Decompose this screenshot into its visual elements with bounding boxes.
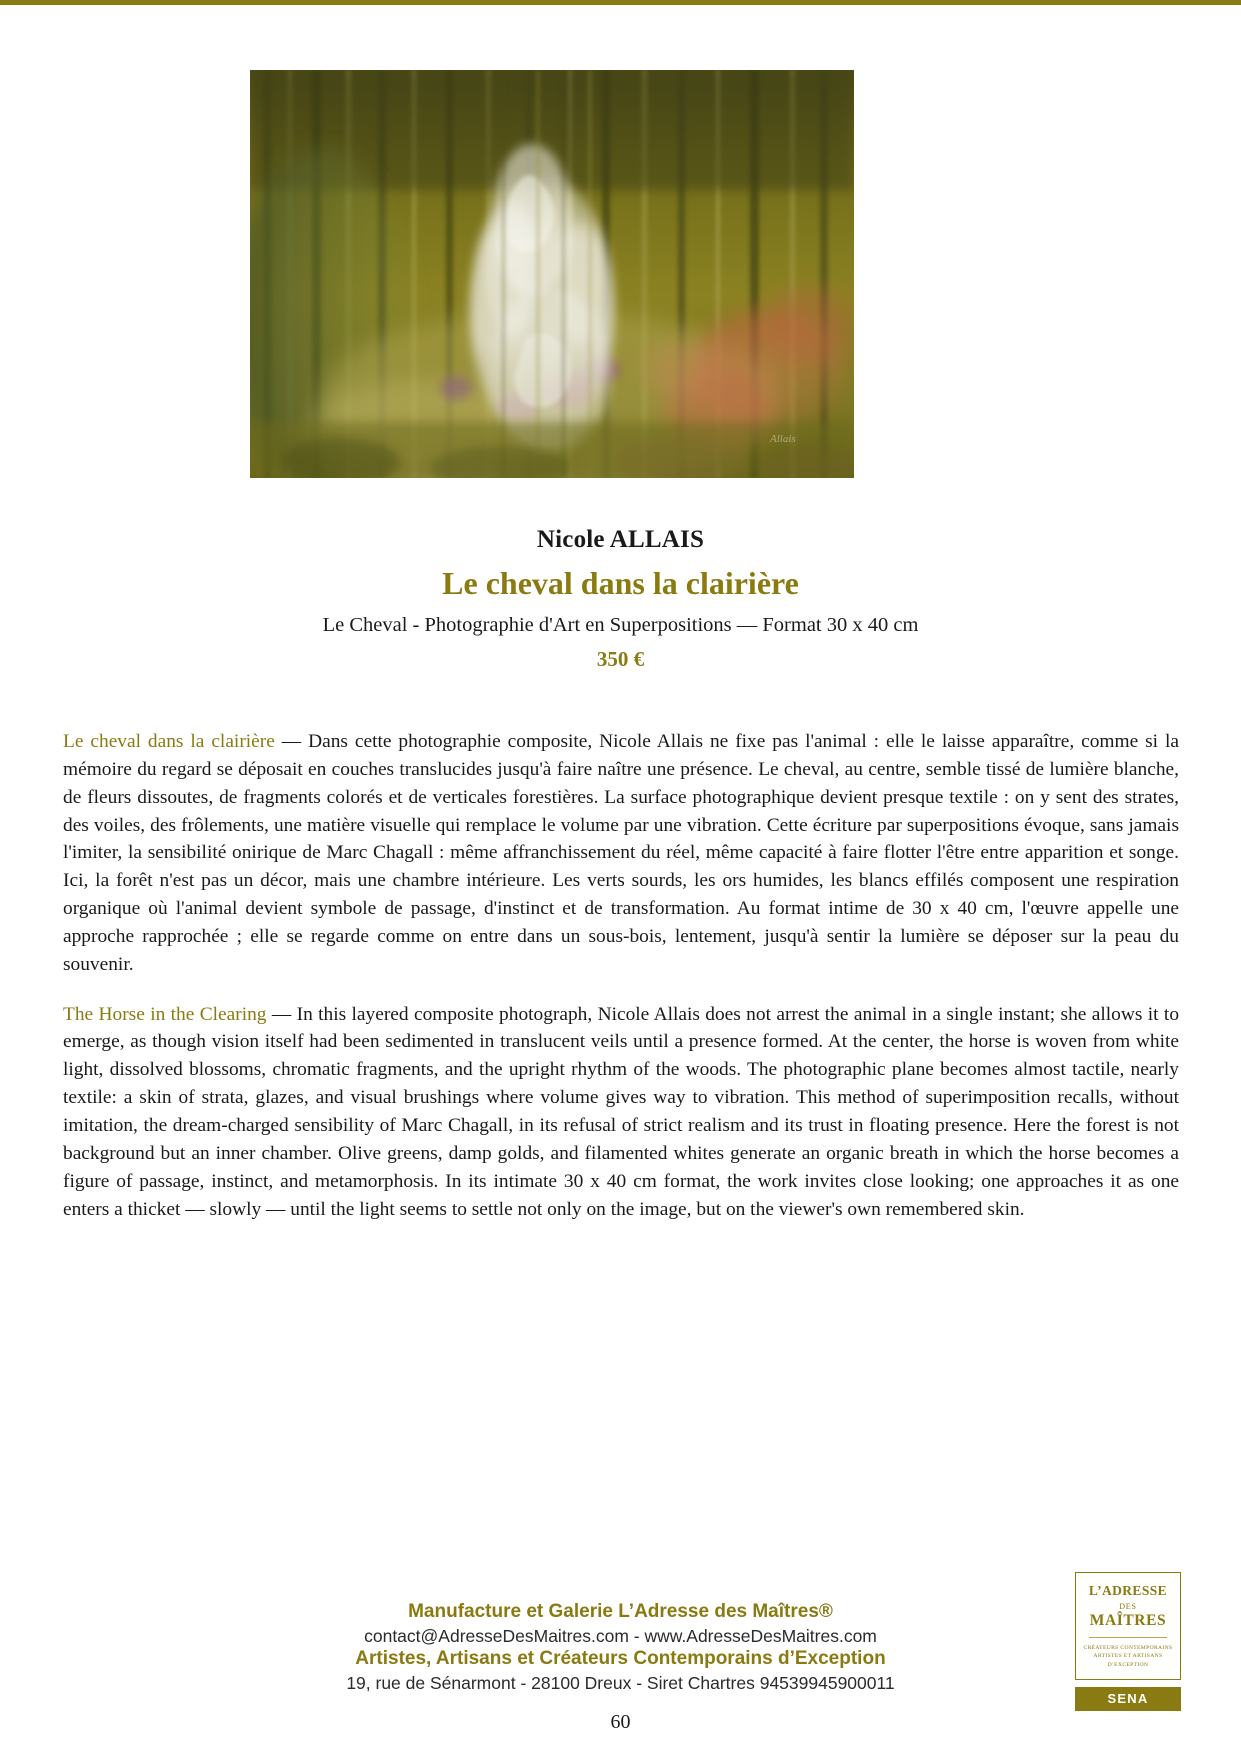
brand-logo-tagline-1: CRÉATEURS CONTEMPORAINS	[1083, 1644, 1173, 1651]
artwork-figure	[250, 70, 854, 478]
page-top-rule	[0, 0, 1241, 5]
brand-logo	[1075, 1572, 1181, 1711]
artwork-subtitle: Le Cheval - Photographie d'Art en Superpositions — Format 30 x 40 cm	[322, 613, 919, 636]
brand-logo-tagline-2: ARTISTES ET ARTISANS	[1093, 1653, 1163, 1660]
footer-contact[interactable]: contact@AdresseDesMaitres.com - www.AdresseDesMaitres.com	[364, 1625, 877, 1646]
title-block	[0, 524, 1241, 673]
description-body	[63, 728, 1179, 1223]
brand-logo-tagline-3: D’EXCEPTION	[1107, 1661, 1149, 1668]
page-footer	[0, 1600, 1241, 1695]
paragraph-english-text: — In this layered composite photograph, Nicole Allais does not arrest the animal in a single instant; she allows it to emerge, as though vision itself had been sedimented in translucent veils until a presence formed. At the center, the horse is woven from white light, dissolved blossoms, chromatic fragments, and the upright rhythm of the woods. The photographic plane becomes almost tactile, nearly textile: a skin of strata, glazes, and visual brushings where volume gives way to vibration. This method of superimposition recalls, without imitation, the dream-charged sensibility of Marc Chagall, in its refusal of strict realism and its trust in floating presence. Here the forest is not background but an inner chamber. Olive greens, damp golds, and filamented whites generate an organic breath in which the horse becomes a figure of passage, instinct, and metamorphosis. In its intimate 30 x 40 cm format, the work invites close looking; one approaches it as one enters a thicket — slowly — until the light seems to settle not only on the image, but on the viewer's own remembered skin.	[63, 1003, 1180, 1220]
footer-address: 19, rue de Sénarmont - 28100 Dreux - Siret Chartres 94539945900011	[346, 1673, 895, 1694]
footer-tagline: Artistes, Artisans et Créateurs Contemporains d’Exception	[355, 1648, 886, 1670]
artwork-image	[250, 70, 854, 478]
footer-company-name: Manufacture et Galerie L’Adresse des Maîtres®	[408, 1601, 833, 1622]
artwork-signature: Allais	[770, 433, 796, 445]
brand-logo-maitres: MAÎTRES	[1089, 1611, 1167, 1629]
paragraph-french-lead-in: Le cheval dans la clairière	[63, 731, 275, 752]
paragraph-french	[63, 728, 1179, 979]
brand-logo-divider	[1089, 1637, 1167, 1638]
brand-logo-card	[1075, 1572, 1181, 1680]
artwork-price: 350 €	[596, 647, 645, 672]
paragraph-french-text: — Dans cette photographie composite, Nicole Allais ne fixe pas l'animal : elle le laisse apparaître, comme si la mémoire du regard se déposait en couches translucides jusqu'à faire naître une présence. Le cheval, au centre, semble tissé de lumière blanche, de fleurs dissoutes, de fragments colorés et de verticales forestières. La surface photographique devient presque textile : on y sent des strates, des voiles, des frôlements, une matière visuelle qui remplace le volume par une vibration. Cette écriture par superpositions évoque, sans jamais l'imiter, la sensibilité onirique de Marc Chagall : même affranchissement du réel, même capacité à faire flotter l'être entre apparition et songe. Ici, la forêt n'est pas un décor, mais une chambre intérieure. Les verts sourds, les ors humides, les blancs effilés composent une respiration organique où l'animal devient symbole de passage, d'instinct et de transformation. Au format intime de 30 x 40 cm, l'œuvre appelle une approche rapprochée ; elle se regarde comme on entre dans un sous-bois, lentement, jusqu'à sentir la lumière se déposer sur la peau du souvenir.	[63, 731, 1180, 975]
artist-name: Nicole ALLAIS	[536, 526, 705, 553]
brand-logo-des: DES	[1119, 1601, 1137, 1611]
artwork-title: Le cheval dans la clairière	[442, 565, 799, 602]
brand-logo-adresse: L’ADRESSE	[1088, 1583, 1168, 1598]
sena-badge: SENA	[1075, 1687, 1181, 1711]
paragraph-english	[63, 1001, 1179, 1224]
paragraph-english-lead-in: The Horse in the Clearing	[63, 1003, 267, 1025]
page-number: 60	[610, 1711, 631, 1733]
